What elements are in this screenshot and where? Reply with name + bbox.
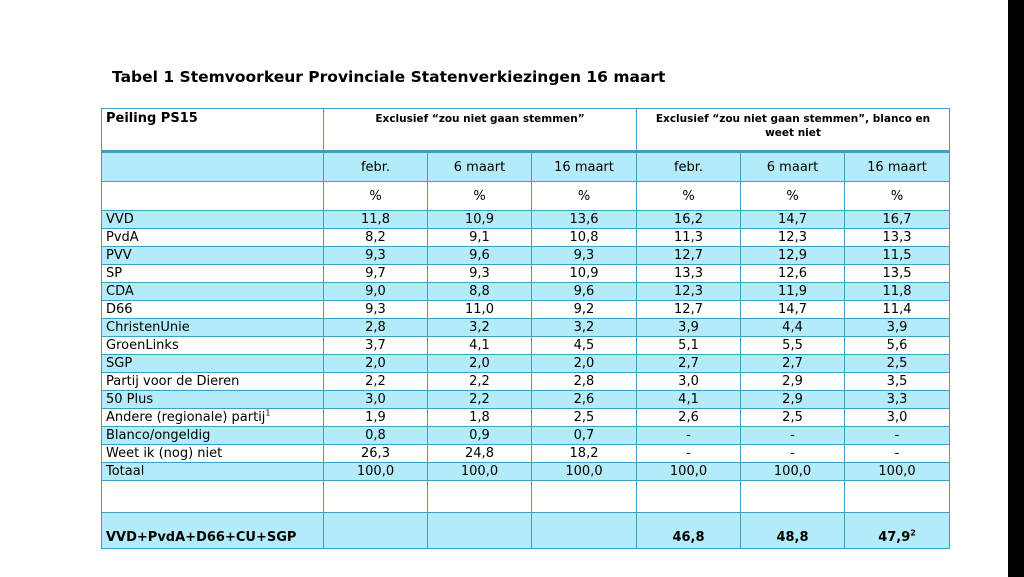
party-name: CDA [106, 284, 134, 299]
value-cell: 100,0 [637, 463, 741, 481]
value-cell: 2,0 [428, 355, 532, 373]
party-name: Partij voor de Dieren [106, 374, 240, 389]
value-cell: 11,8 [845, 283, 950, 301]
value-cell: 11,4 [845, 301, 950, 319]
value-cell: - [845, 445, 950, 463]
coalition-value [428, 513, 532, 549]
coalition-value [324, 513, 428, 549]
value-cell: 4,5 [532, 337, 637, 355]
party-name: VVD [106, 212, 134, 227]
party-name: SGP [106, 356, 133, 371]
value-cell: 9,1 [428, 229, 532, 247]
party-label [102, 373, 324, 391]
value-cell: 10,9 [428, 211, 532, 229]
value-cell: - [741, 427, 845, 445]
value-cell: 2,2 [428, 373, 532, 391]
value-cell: 13,3 [637, 265, 741, 283]
value-cell: 3,0 [324, 391, 428, 409]
value-cell: 10,8 [532, 229, 637, 247]
party-label [102, 355, 324, 373]
value-cell: 3,9 [845, 319, 950, 337]
header-label: Peiling PS15 [102, 109, 324, 152]
value-cell: 3,0 [845, 409, 950, 427]
value-cell: 10,9 [532, 265, 637, 283]
value-cell: 9,2 [532, 301, 637, 319]
date-header: febr. [637, 152, 741, 182]
group-header-excl-nonvoters: Exclusief “zou niet gaan stemmen” [324, 109, 637, 152]
value-cell: 24,8 [428, 445, 532, 463]
table-row [102, 283, 950, 301]
table-title: Tabel 1 Stemvoorkeur Provinciale Statenverkiezingen 16 maart [112, 68, 666, 86]
coalition-value [637, 513, 741, 549]
header-row-dates [102, 152, 950, 182]
party-name: Blanco/ongeldig [106, 428, 211, 443]
coalition-value [741, 513, 845, 549]
table-row [102, 265, 950, 283]
right-edge-bar [1008, 0, 1024, 577]
value-cell: - [637, 427, 741, 445]
party-label [102, 319, 324, 337]
value-cell: 4,4 [741, 319, 845, 337]
value-cell: 3,3 [845, 391, 950, 409]
value-cell: 2,6 [637, 409, 741, 427]
value-cell: 12,9 [741, 247, 845, 265]
value-cell: 2,7 [637, 355, 741, 373]
table-row [102, 355, 950, 373]
value-cell: 3,5 [845, 373, 950, 391]
value-cell: 2,9 [741, 391, 845, 409]
value-cell: 2,7 [741, 355, 845, 373]
table-row [102, 409, 950, 427]
value-cell: 4,1 [428, 337, 532, 355]
empty-cell [428, 481, 532, 513]
value-cell: 11,8 [324, 211, 428, 229]
value-cell: 5,5 [741, 337, 845, 355]
value-cell: 11,3 [637, 229, 741, 247]
date-header: 6 maart [741, 152, 845, 182]
table-row [102, 337, 950, 355]
empty-cell [324, 481, 428, 513]
value-cell: 2,0 [532, 355, 637, 373]
value-cell: 12,3 [637, 283, 741, 301]
value-cell: 9,3 [532, 247, 637, 265]
coalition-value [845, 513, 950, 549]
table-row [102, 373, 950, 391]
coalition-value-text: 46,8 [672, 530, 705, 545]
value-cell: 8,2 [324, 229, 428, 247]
value-cell: 3,2 [532, 319, 637, 337]
value-cell: 3,9 [637, 319, 741, 337]
value-cell: 13,3 [845, 229, 950, 247]
value-cell: 3,7 [324, 337, 428, 355]
coalition-row [102, 513, 950, 549]
empty-cell [102, 481, 324, 513]
value-cell: 2,9 [741, 373, 845, 391]
value-cell: 100,0 [845, 463, 950, 481]
value-cell: 18,2 [532, 445, 637, 463]
value-cell: 100,0 [741, 463, 845, 481]
party-name: GroenLinks [106, 338, 179, 353]
spacer-row [102, 481, 950, 513]
unit-header: % [324, 182, 428, 211]
table-row [102, 229, 950, 247]
party-label [102, 391, 324, 409]
value-cell: 2,5 [741, 409, 845, 427]
value-cell: 12,3 [741, 229, 845, 247]
value-cell: 14,7 [741, 301, 845, 319]
party-label [102, 301, 324, 319]
value-cell: 2,6 [532, 391, 637, 409]
value-cell: 2,2 [428, 391, 532, 409]
party-label [102, 283, 324, 301]
value-cell: 11,0 [428, 301, 532, 319]
table-row [102, 301, 950, 319]
party-name: Weet ik (nog) niet [106, 446, 223, 461]
value-cell: 4,1 [637, 391, 741, 409]
value-cell: 9,0 [324, 283, 428, 301]
coalition-value-text: 47,9 [878, 530, 911, 545]
coalition-value-text: 48,8 [776, 530, 809, 545]
value-cell: 16,7 [845, 211, 950, 229]
value-cell: 100,0 [428, 463, 532, 481]
party-label [102, 229, 324, 247]
empty-cell [741, 481, 845, 513]
value-cell: 0,8 [324, 427, 428, 445]
coalition-value [532, 513, 637, 549]
table-row [102, 463, 950, 481]
date-header: 6 maart [428, 152, 532, 182]
table-row [102, 319, 950, 337]
value-cell: 0,9 [428, 427, 532, 445]
party-name: PVV [106, 248, 132, 263]
value-cell: 1,8 [428, 409, 532, 427]
empty-cell [532, 481, 637, 513]
value-cell: 9,7 [324, 265, 428, 283]
value-cell: 2,8 [324, 319, 428, 337]
value-cell: 26,3 [324, 445, 428, 463]
unit-header: % [637, 182, 741, 211]
party-label [102, 427, 324, 445]
header-row-units [102, 182, 950, 211]
party-name: ChristenUnie [106, 320, 190, 335]
header-row-groups [102, 109, 950, 152]
coalition-label: VVD+PvdA+D66+CU+SGP [102, 513, 324, 549]
header-dates-blank [102, 152, 324, 182]
party-label [102, 409, 324, 427]
value-cell: 0,7 [532, 427, 637, 445]
value-cell: 2,8 [532, 373, 637, 391]
date-header: 16 maart [532, 152, 637, 182]
empty-cell [637, 481, 741, 513]
value-cell: 2,0 [324, 355, 428, 373]
footnote-marker: 1 [265, 408, 271, 418]
table-row [102, 211, 950, 229]
header-units-blank [102, 182, 324, 211]
group-header-excl-blank-unknown: Exclusief “zou niet gaan stemmen”, blanco en weet niet [637, 109, 950, 152]
value-cell: 9,6 [532, 283, 637, 301]
value-cell: 12,7 [637, 301, 741, 319]
value-cell: 1,9 [324, 409, 428, 427]
value-cell: 3,2 [428, 319, 532, 337]
value-cell: 2,2 [324, 373, 428, 391]
footnote-marker: 2 [910, 528, 916, 538]
value-cell: 100,0 [324, 463, 428, 481]
party-label [102, 463, 324, 481]
party-label [102, 211, 324, 229]
table-row [102, 427, 950, 445]
table-row [102, 247, 950, 265]
date-header: febr. [324, 152, 428, 182]
party-name: D66 [106, 302, 133, 317]
value-cell: 9,3 [324, 247, 428, 265]
table-row [102, 445, 950, 463]
value-cell: - [741, 445, 845, 463]
party-name: PvdA [106, 230, 139, 245]
unit-header: % [741, 182, 845, 211]
value-cell: 13,5 [845, 265, 950, 283]
value-cell: 16,2 [637, 211, 741, 229]
party-name: 50 Plus [106, 392, 154, 407]
value-cell: 2,5 [845, 355, 950, 373]
value-cell: - [637, 445, 741, 463]
table-row [102, 391, 950, 409]
poll-table [101, 108, 950, 549]
unit-header: % [845, 182, 950, 211]
value-cell: 11,9 [741, 283, 845, 301]
party-name: SP [106, 266, 123, 281]
value-cell: 14,7 [741, 211, 845, 229]
value-cell: 13,6 [532, 211, 637, 229]
value-cell: 8,8 [428, 283, 532, 301]
value-cell: 5,6 [845, 337, 950, 355]
value-cell: 9,6 [428, 247, 532, 265]
party-name: Totaal [106, 464, 145, 479]
value-cell: 9,3 [324, 301, 428, 319]
value-cell: - [845, 427, 950, 445]
value-cell: 11,5 [845, 247, 950, 265]
value-cell: 12,6 [741, 265, 845, 283]
party-label [102, 247, 324, 265]
value-cell: 100,0 [532, 463, 637, 481]
value-cell: 9,3 [428, 265, 532, 283]
unit-header: % [428, 182, 532, 211]
party-name: Andere (regionale) partij [106, 410, 266, 425]
party-label [102, 445, 324, 463]
party-label [102, 337, 324, 355]
value-cell: 5,1 [637, 337, 741, 355]
value-cell: 12,7 [637, 247, 741, 265]
empty-cell [845, 481, 950, 513]
value-cell: 2,5 [532, 409, 637, 427]
value-cell: 3,0 [637, 373, 741, 391]
party-label [102, 265, 324, 283]
unit-header: % [532, 182, 637, 211]
date-header: 16 maart [845, 152, 950, 182]
